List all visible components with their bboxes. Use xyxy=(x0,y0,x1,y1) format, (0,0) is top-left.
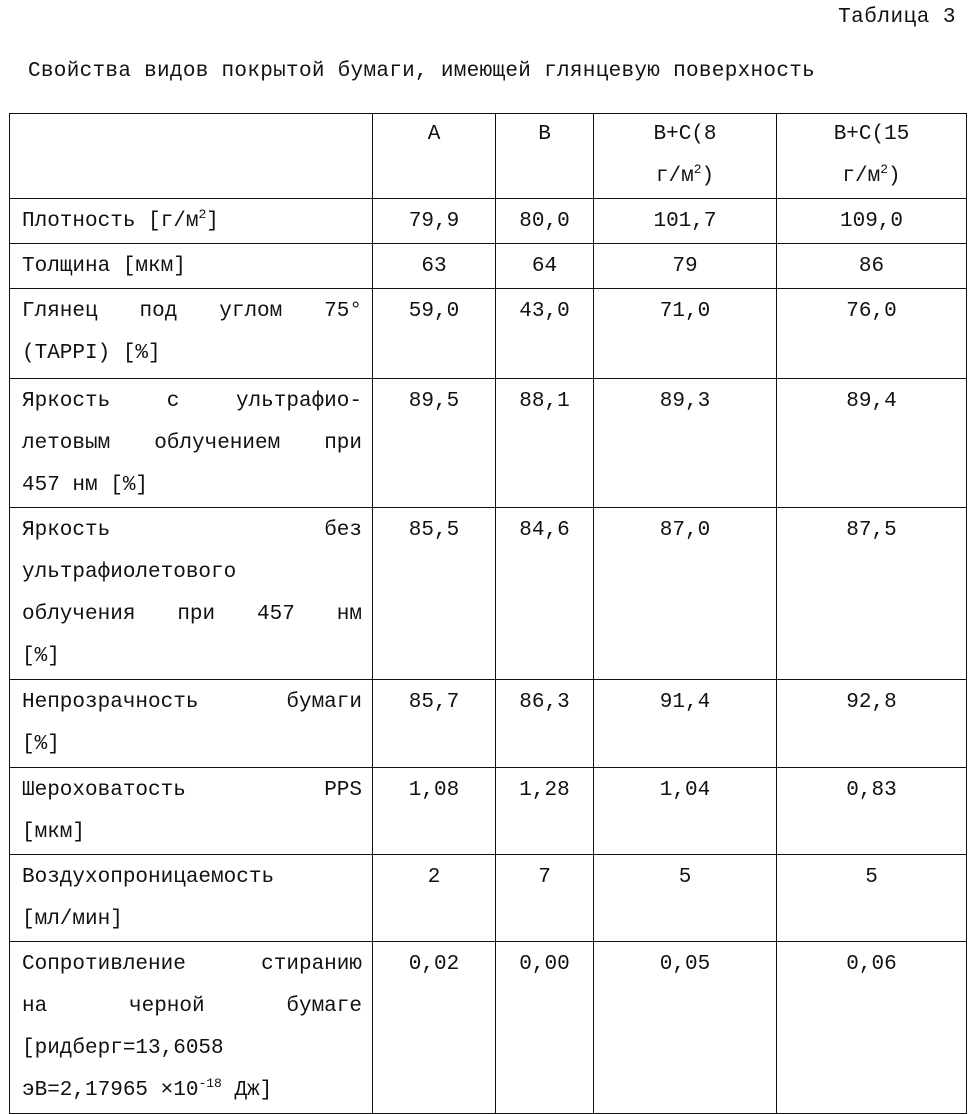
cell-c2: 0,83 xyxy=(777,768,967,855)
table-row xyxy=(10,244,967,289)
cell-c2: 76,0 xyxy=(777,289,967,379)
header-col-c2: B+C(15 $г/м^2$) xyxy=(777,114,967,199)
table-row xyxy=(10,289,967,379)
row-label-brightness-uv: Яркость с ультрафио- летовым облучением при 457 нм [%] xyxy=(10,379,373,508)
cell-b: 43,0 xyxy=(496,289,594,379)
cell-a: 59,0 xyxy=(373,289,496,379)
cell-c2: 109,0 xyxy=(777,199,967,244)
table-label: Таблица 3 xyxy=(838,6,956,29)
table-row xyxy=(10,855,967,942)
cell-a: 85,7 xyxy=(373,680,496,768)
cell-a: 63 xyxy=(373,244,496,289)
cell-c1: 89,3 xyxy=(594,379,777,508)
cell-b: 1,28 xyxy=(496,768,594,855)
row-label-gloss: Глянец под углом 75° (TAPPI) [%] xyxy=(10,289,373,379)
cell-a: 2 xyxy=(373,855,496,942)
row-label-air-permeability: Воздухопроницаемость [мл/мин] xyxy=(10,855,373,942)
cell-c2: 89,4 xyxy=(777,379,967,508)
row-label-abrasion-resistance: Сопротивление стиранию на черной бумаге [ридберг=13,6058 $эВ=2,17965 \times 10^{-18}$ Дж] xyxy=(10,942,373,1114)
cell-b: 64 xyxy=(496,244,594,289)
cell-c1: 87,0 xyxy=(594,508,777,680)
cell-c1: 71,0 xyxy=(594,289,777,379)
cell-a: 85,5 xyxy=(373,508,496,680)
table-row xyxy=(10,508,967,680)
cell-b: 86,3 xyxy=(496,680,594,768)
table-row xyxy=(10,942,967,1114)
cell-c2: 87,5 xyxy=(777,508,967,680)
cell-b: 84,6 xyxy=(496,508,594,680)
cell-a: 1,08 xyxy=(373,768,496,855)
properties-table xyxy=(9,113,967,1114)
table-row xyxy=(10,768,967,855)
cell-b: 88,1 xyxy=(496,379,594,508)
table-title: Свойства видов покрытой бумаги, имеющей глянцевую поверхность xyxy=(28,60,816,83)
header-col-c1: B+C(8 $г/м^2$) xyxy=(594,114,777,199)
row-label-brightness-no-uv: Яркость без ультрафиолетового облучения при 457 нм [%] xyxy=(10,508,373,680)
cell-b: 7 xyxy=(496,855,594,942)
table-row xyxy=(10,680,967,768)
cell-b: 80,0 xyxy=(496,199,594,244)
cell-c1: 79 xyxy=(594,244,777,289)
table-row xyxy=(10,379,967,508)
cell-a: 89,5 xyxy=(373,379,496,508)
cell-a: 0,02 xyxy=(373,942,496,1114)
row-label-density: Плотность $[г/м^2]$ xyxy=(10,199,373,244)
header-empty-cell xyxy=(10,114,373,199)
cell-c2: 86 xyxy=(777,244,967,289)
cell-c1: 91,4 xyxy=(594,680,777,768)
row-label-thickness: Толщина [мкм] xyxy=(10,244,373,289)
cell-c1: 5 xyxy=(594,855,777,942)
header-col-a: A xyxy=(373,114,496,199)
table-row xyxy=(10,199,967,244)
header-col-b: B xyxy=(496,114,594,199)
cell-b: 0,00 xyxy=(496,942,594,1114)
cell-c1: 1,04 xyxy=(594,768,777,855)
row-label-roughness: Шероховатость PPS [мкм] xyxy=(10,768,373,855)
header-row xyxy=(10,114,967,199)
cell-c1: 0,05 xyxy=(594,942,777,1114)
cell-c1: 101,7 xyxy=(594,199,777,244)
cell-c2: 5 xyxy=(777,855,967,942)
row-label-opacity: Непрозрачность бумаги [%] xyxy=(10,680,373,768)
cell-c2: 92,8 xyxy=(777,680,967,768)
cell-c2: 0,06 xyxy=(777,942,967,1114)
cell-a: 79,9 xyxy=(373,199,496,244)
